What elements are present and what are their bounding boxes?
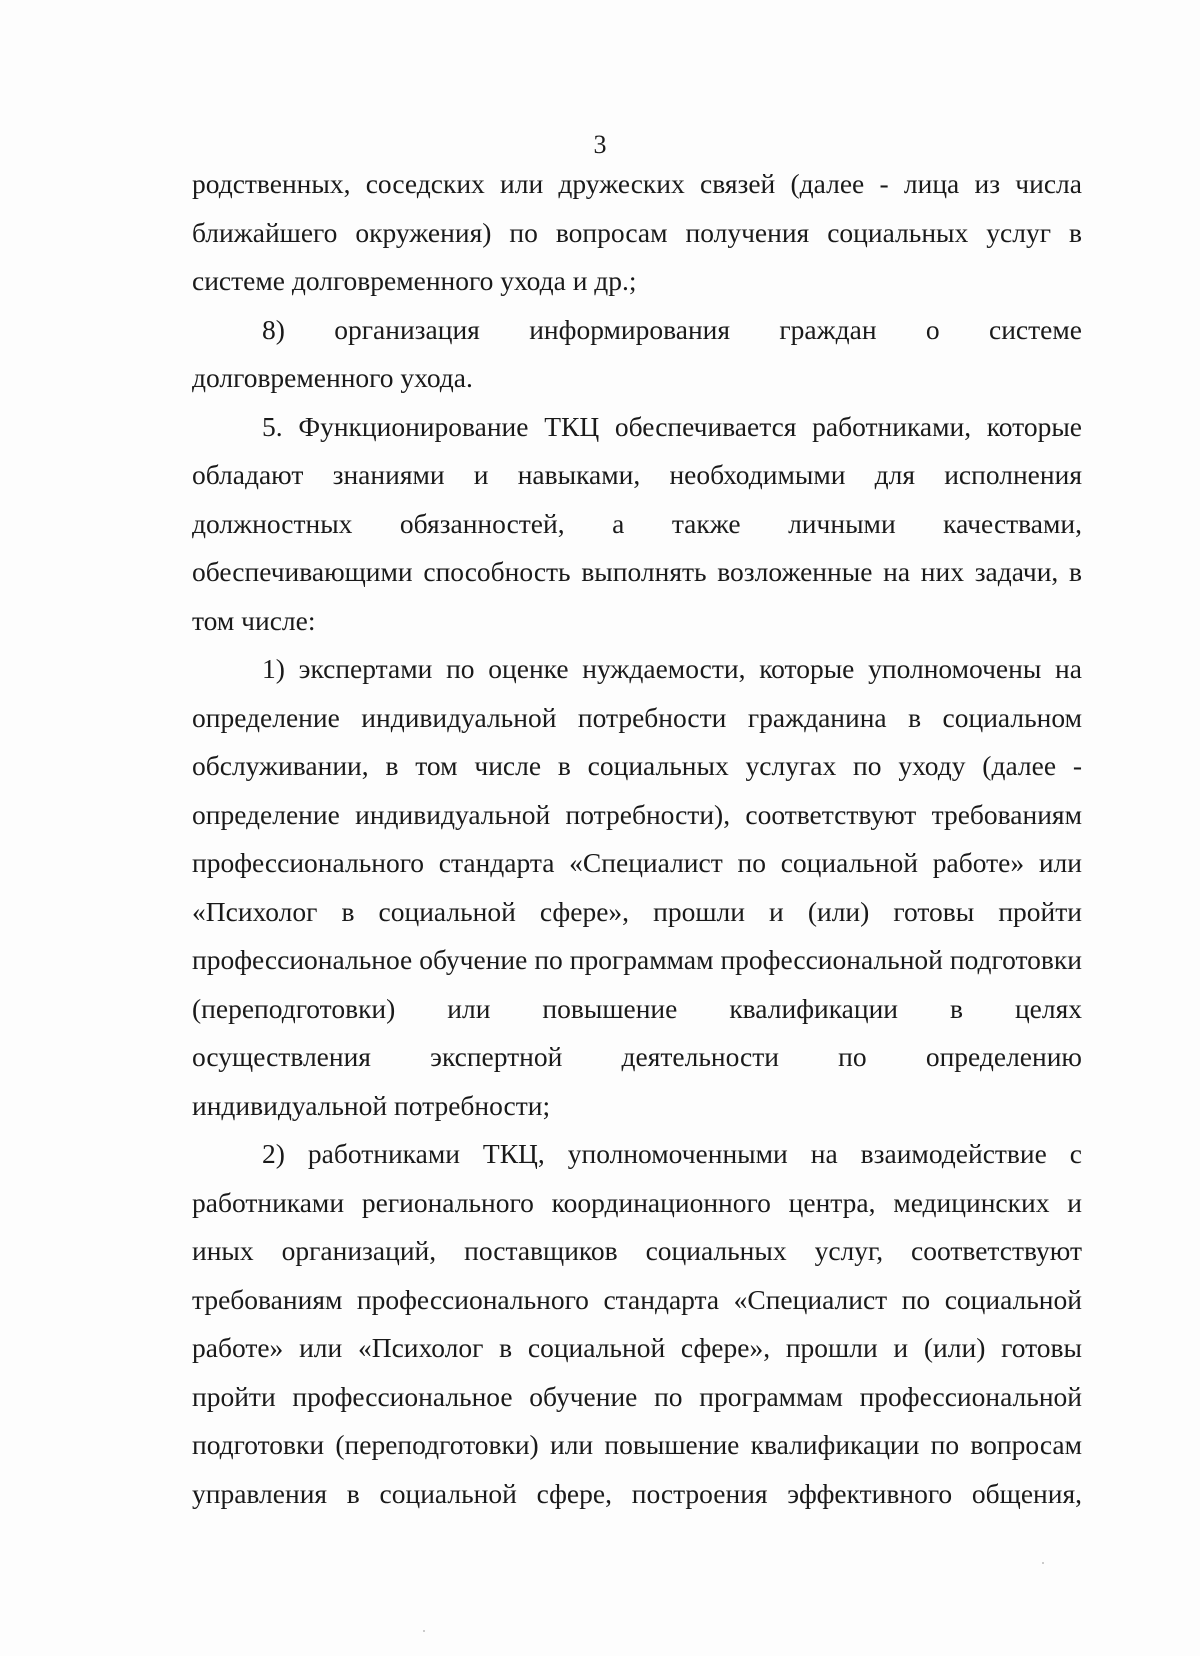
section-5-line: том числе: (192, 604, 316, 636)
word: необходимыми (669, 459, 846, 490)
text-line: ближайшего окружения) по вопросам получения социальных услуг в (192, 216, 1082, 248)
section-5-line: обеспечивающими способность выполнять возложенные на них задачи, в (192, 556, 1082, 587)
word: также (671, 507, 741, 539)
word: а (612, 507, 625, 539)
word: по (838, 1041, 867, 1072)
item-1-last-line: индивидуальной потребности; (192, 1089, 551, 1121)
word: знаниями (332, 459, 445, 490)
word: должностных (192, 507, 353, 539)
word: исполнения (944, 459, 1082, 490)
word: качествами, (943, 507, 1082, 539)
scan-speck (423, 1630, 425, 1632)
item-8-continuation: долговременного ухода. (192, 362, 473, 393)
word: деятельности (621, 1041, 779, 1072)
page-number: 3 (593, 130, 607, 159)
word: определению (925, 1041, 1082, 1072)
word: обладают (192, 459, 304, 490)
item-8-word: информирования (529, 313, 731, 345)
item-8-word: о (925, 313, 940, 345)
word: осуществления (192, 1041, 371, 1072)
item-2-paragraph: 2) работниками ТКЦ, уполномоченными на взаимодействие с работниками регионального координационного центра, медицинских и иных организаций, поставщиков социальных услуг, соответствуют требованиям профессионального стандарта «Специалист по социальной работе» или «Психолог в социальной сфере», прошли и (или) готовы пройти профессиональное обучение по программам профессиональной подготовки (переподготовки) или повышение квалификации по вопросам управления в социальной сфере, построения эффективного общения, (192, 1138, 1082, 1509)
document-body (192, 160, 1082, 1518)
section-5-line: 5. Функционирование ТКЦ обеспечивается работниками, которые (262, 410, 1082, 442)
word: личными (788, 507, 896, 539)
item-8-word: 8) (262, 313, 285, 345)
item-8-word: организация (334, 313, 480, 345)
section-5-spread-line (192, 500, 1082, 549)
word: и (473, 459, 489, 490)
scan-speck (1042, 1562, 1044, 1564)
word: навыками, (517, 459, 641, 490)
text-line: родственных, соседских или дружеских связей (далее - лица из числа (192, 168, 1082, 199)
text-line: системе долговременного ухода и др.; (192, 265, 637, 296)
word: экспертной (430, 1041, 563, 1072)
item-8-word: системе (989, 313, 1082, 345)
item-1-paragraph: 1) экспертами по оценке нуждаемости, которые уполномочены на определение индивидуальной потребности гражданина в социальном обслуживании, в том числе в социальных услугах по уходу (далее - определение индивидуальной потребности), соответствуют требованиям профессионального стандарта «Специалист по социальной работе» или «Психолог в социальной сфере», прошли и (или) готовы пройти профессиональное обучение по программам профессиональной подготовки (переподготовки) или повышение квалификации в целях (192, 653, 1082, 1024)
word: для (874, 459, 916, 490)
word: обязанностей, (399, 507, 565, 539)
item-8-word: граждан (779, 313, 877, 345)
section-5-spread-line (192, 451, 1082, 500)
item-1-spread-line (192, 1033, 1082, 1082)
item-8-line (192, 306, 1082, 355)
